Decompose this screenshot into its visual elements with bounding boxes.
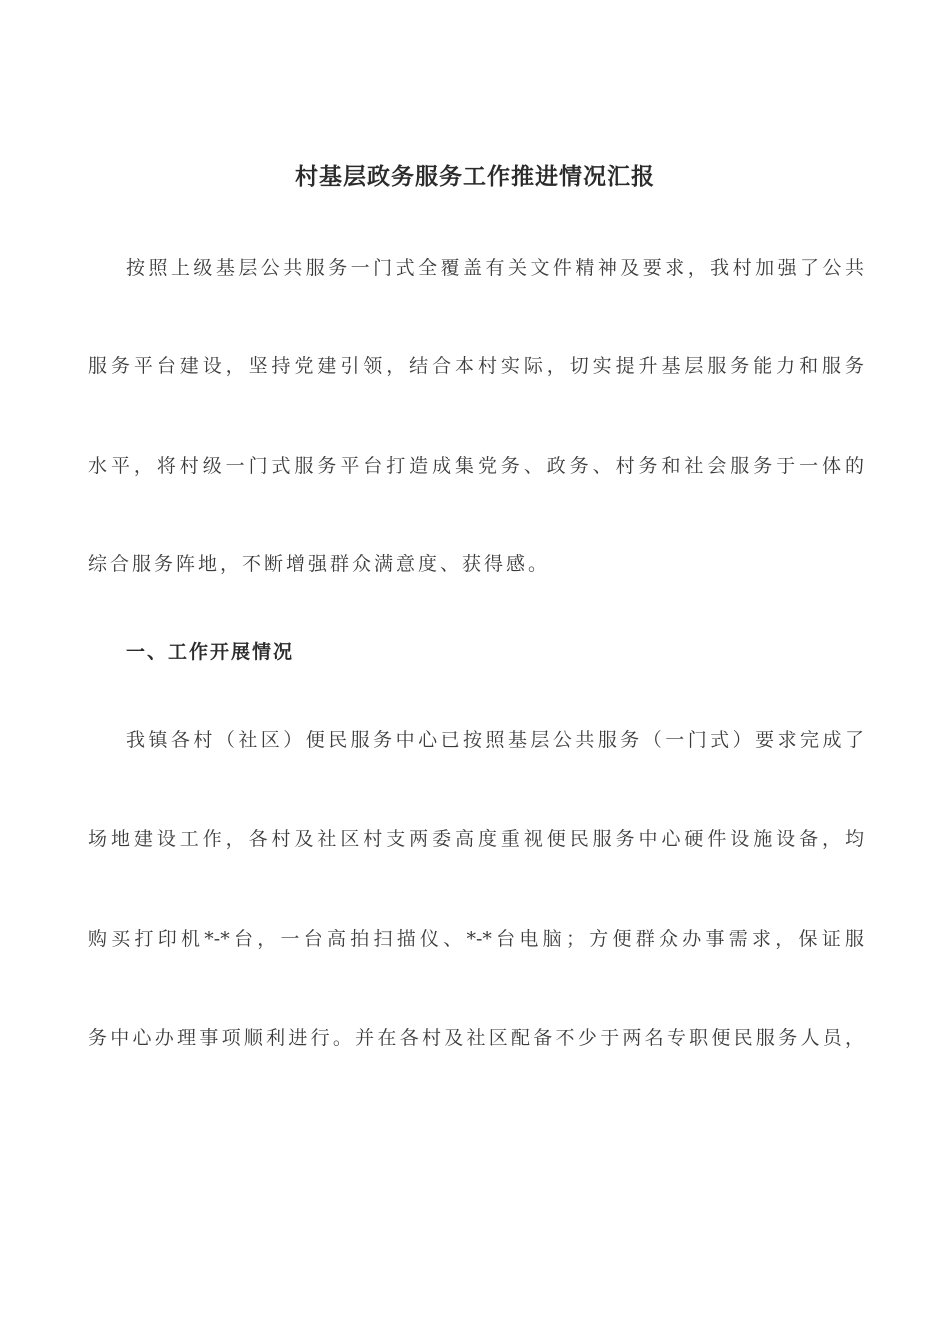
paragraph-line: 按照上级基层公共服务一门式全覆盖有关文件精神及要求，我村加强了公共 [126,257,864,279]
paragraph-line: 服务平台建设，坚持党建引领，结合本村实际，切实提升基层服务能力和服务 [88,355,864,377]
paragraph-line: 购买打印机*-*台，一台高拍扫描仪、*-*台电脑；方便群众办事需求，保证服 [88,928,864,950]
document-title: 村基层政务服务工作推进情况汇报 [295,164,655,190]
paragraph-line: 水平，将村级一门式服务平台打造成集党务、政务、村务和社会服务于一体的 [88,455,864,477]
section-heading: 一、工作开展情况 [126,641,295,663]
paragraph-line: 综合服务阵地，不断增强群众满意度、获得感。 [88,553,551,575]
paragraph-line: 场地建设工作，各村及社区村支两委高度重视便民服务中心硬件设施设备，均 [88,828,864,850]
paragraph-line: 我镇各村（社区）便民服务中心已按照基层公共服务（一门式）要求完成了 [126,729,864,751]
paragraph-line: 务中心办理事项顺利进行。并在各村及社区配备不少于两名专职便民服务人员， [88,1027,864,1049]
